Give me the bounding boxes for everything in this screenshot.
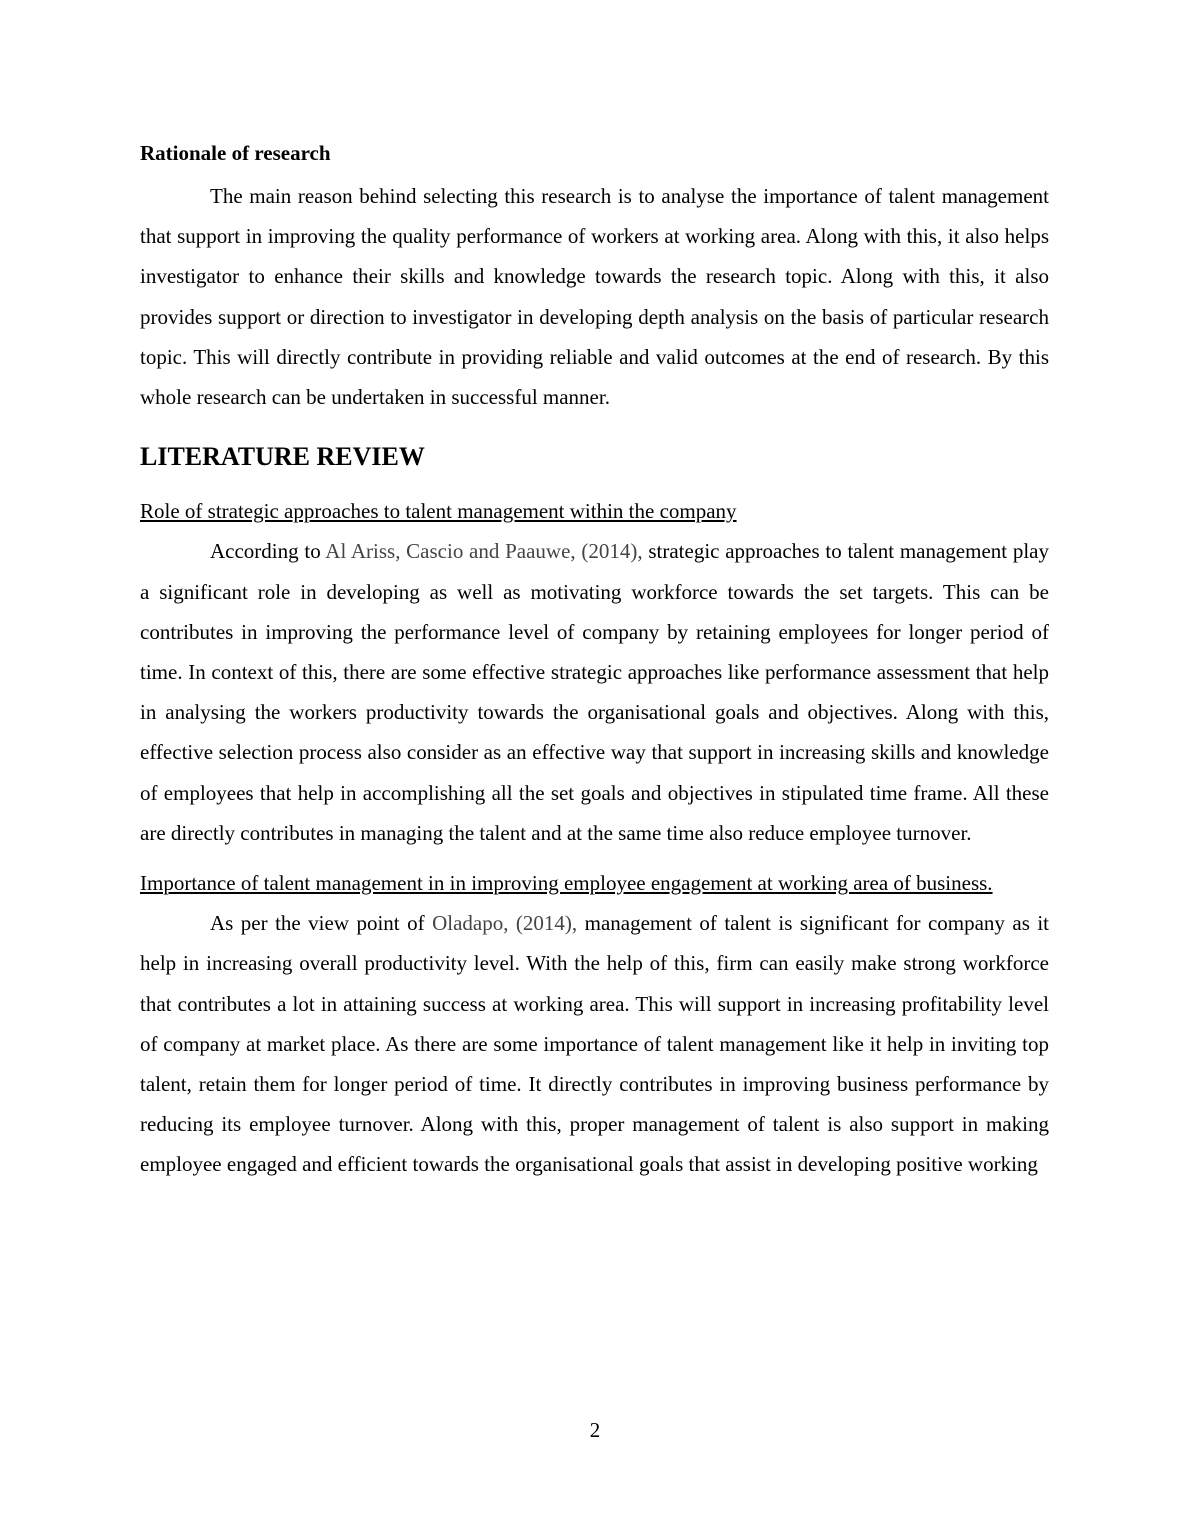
section1-lead: According to <box>210 539 321 564</box>
section1-subheading: Role of strategic approaches to talent management within the company <box>140 499 737 524</box>
section2-text: management of talent is significant for company as it help in increasing overall productivity level. With the help of this, firm can easily make strong workforce that contributes a lot in attaining success at working area. This will support in increasing profitability level of company at market place. As there are some importance of talent management like it help in inviting top talent, retain them for longer period of time. It directly contributes in improving business performance by reducing its employee turnover. Along with this, proper management of talent is also support in making employee engaged and efficient towards the organisational goals that assist in developing positive working <box>140 911 1050 1177</box>
section2-lead: As per the view point of <box>210 911 425 936</box>
rationale-paragraph: The main reason behind selecting this research is to analyse the importance of talent management that support in improving the quality performance of workers at working area. Along with this, it also helps investigator to enhance their skills and knowledge towards the research topic. Along with this, it also provides support or direction to investigator in developing depth analysis on the basis of particular research topic. This will directly contribute in providing reliable and valid outcomes at the end of research. By this whole research can be undertaken in successful manner. <box>140 184 1049 410</box>
section1-citation: Al Ariss, Cascio and Paauwe, (2014), <box>325 539 643 564</box>
page-number: 2 <box>589 1418 601 1442</box>
section1-text: strategic approaches to talent management play a significant role in developing as well as motivating workforce towards the set targets. This can be contributes in improving the performance level of company by retaining employees for longer period of time. In context of this, there are some effective strategic approaches like performance assessment that help in analysing the workers productivity towards the organisational goals and objectives. Along with this, effective selection process also consider as an effective way that support in increasing skills and knowledge of employees that help in accomplishing all the set goals and objectives in stipulated time frame. All these are directly contributes in managing the talent and at the same time also reduce employee turnover. <box>140 539 1049 845</box>
section2-subheading: Importance of talent management in in improving employee engagement at working area of business. <box>140 871 993 896</box>
page-content <box>140 136 1049 1185</box>
rationale-heading: Rationale of research <box>140 141 331 165</box>
section2-citation: Oladapo, (2014), <box>432 911 578 936</box>
section1-paragraph <box>140 531 1049 853</box>
section2-paragraph <box>140 903 1049 1184</box>
literature-review-heading: LITERATURE REVIEW <box>140 442 425 472</box>
